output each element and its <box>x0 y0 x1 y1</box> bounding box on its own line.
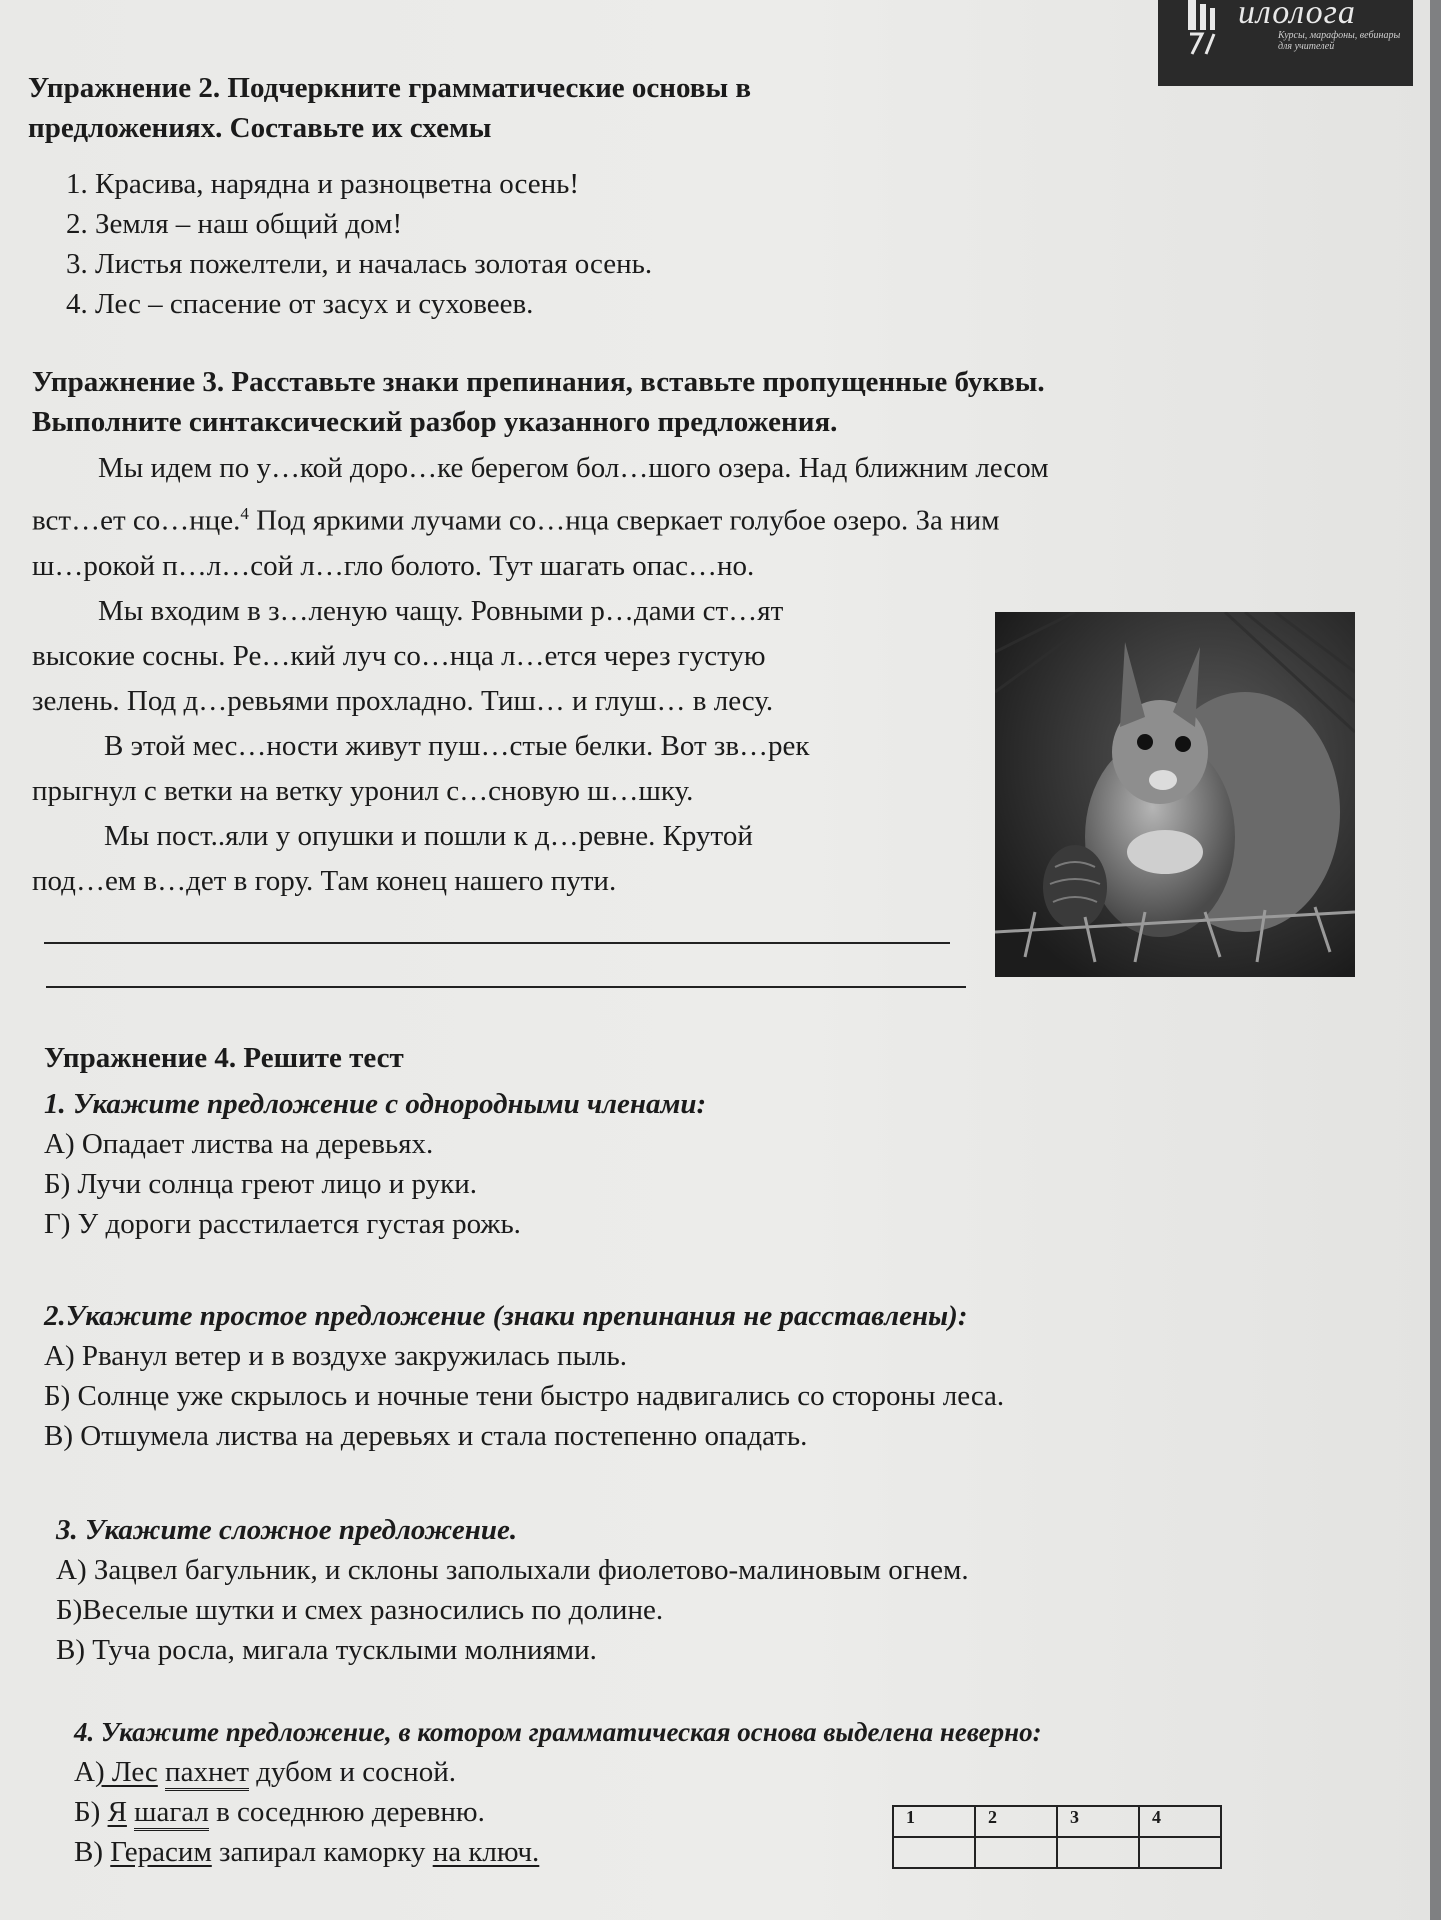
table-header-cell: 4 <box>1139 1806 1221 1837</box>
option-letter: Б) <box>74 1796 108 1828</box>
table-header-cell: 3 <box>1057 1806 1139 1837</box>
exercise-3 <box>32 362 1045 442</box>
space <box>158 1756 165 1788</box>
footnote-marker: 4 <box>240 504 249 523</box>
table-row <box>893 1806 1221 1837</box>
answer-option: Б) Солнце уже скрылось и ночные тени быстро надвигались со стороны леса. <box>44 1380 1005 1412</box>
squirrel-photo <box>995 612 1355 977</box>
text-line: В этой мес…ности живут пуш…стые белки. Вот зв…рек <box>104 729 810 762</box>
exercise-2-list <box>66 164 652 324</box>
answer-option: А) Опадает листва на деревьях. <box>44 1128 434 1160</box>
exercise-2-title-line-1: Упражнение 2. Подчеркните грамматические основы в <box>28 72 752 104</box>
predicate: пахнет <box>165 1756 249 1791</box>
text-line <box>32 491 1049 544</box>
list-item: 2. Земля – наш общий дом! <box>66 208 403 240</box>
answer-option: Г) У дороги расстилается густая рожь. <box>44 1208 521 1240</box>
exercise-3-title-line-1: Упражнение 3. Расставьте знаки препинания, вставьте пропущенные буквы. <box>32 366 1045 398</box>
option-rest: дубом и сосной. <box>249 1756 456 1788</box>
option-letter: А <box>74 1756 95 1788</box>
exercise-2-title-line-2: предложениях. Составьте их схемы <box>28 112 492 144</box>
logo-tagline: Курсы, марафоны, вебинары для учителей <box>1278 30 1401 52</box>
text-line: Мы пост..яли у опушки и пошли к д…ревне. Крутой <box>104 819 753 852</box>
text-fragment: вст…ет со…нце. <box>32 504 241 537</box>
table-row <box>893 1837 1221 1868</box>
exercise-3-text <box>32 446 1049 904</box>
option-rest: в соседнюю деревню. <box>208 1796 485 1828</box>
answer-line <box>44 942 950 944</box>
text-line: зелень. Под д…ревьями прохладно. Тиш… и глуш… в лесу. <box>32 684 774 717</box>
question-2 <box>44 1296 1004 1456</box>
text-line: под…ем в…дет в гору. Там конец нашего пути. <box>32 864 617 897</box>
predicate: шагал <box>134 1796 209 1831</box>
text-fragment: Под яркими лучами со…нца сверкает голубое озеро. За ним <box>248 504 1000 537</box>
list-item: 3. Листья пожелтели, и началась золотая осень. <box>66 248 653 280</box>
subject: Герасим <box>110 1836 212 1868</box>
subject: ) Лес <box>94 1756 158 1788</box>
answer-option <box>74 1752 1042 1792</box>
exercise-4-title: Упражнение 4. Решите тест <box>44 1042 404 1074</box>
text-line: высокие сосны. Ре…кий луч со…нца л…ется через густую <box>32 639 766 672</box>
question-text: 1. Укажите предложение с однородными членами: <box>44 1088 707 1120</box>
list-item: 1. Красива, нарядна и разноцветна осень! <box>66 168 579 200</box>
subject: Я <box>107 1796 127 1828</box>
answer-line <box>46 986 966 988</box>
text-line: ш…рокой п…л…сой л…гло болото. Тут шагать опас…но. <box>32 549 755 582</box>
answer-option: А) Зацвел багульник, и склоны заполыхали фиолетово-малиновым огнем. <box>56 1554 969 1586</box>
answer-option: В) Туча росла, мигала тусклыми молниями. <box>56 1634 597 1666</box>
table-header-cell: 2 <box>975 1806 1057 1837</box>
exercise-2 <box>28 68 751 148</box>
question-text: 4. Укажите предложение, в котором грамматическая основа выделена неверно: <box>74 1717 1042 1747</box>
answer-option: Б)Веселые шутки и смех разносились по долине. <box>56 1594 664 1626</box>
answer-cell[interactable] <box>1057 1837 1139 1868</box>
text-line: Мы идем по у…кой доро…ке берегом бол…шого озера. Над ближним лесом <box>98 452 1049 484</box>
page-edge <box>1430 0 1441 1920</box>
exercise-3-title-line-2: Выполните синтаксический разбор указанного предложения. <box>32 406 838 438</box>
option-middle: запирал каморку <box>211 1836 433 1868</box>
list-item: 4. Лес – спасение от засух и суховеев. <box>66 288 534 320</box>
answer-cell[interactable] <box>975 1837 1057 1868</box>
answer-cell[interactable] <box>1139 1837 1221 1868</box>
exercise-4 <box>44 1038 404 1078</box>
question-text: 2.Укажите простое предложение (знаки препинания не расставлены): <box>44 1300 968 1332</box>
predicate: на ключ. <box>432 1836 540 1868</box>
text-line: Мы входим в з…леную чащу. Ровными р…дами ст…ят <box>98 594 784 627</box>
squirrel-illustration <box>995 612 1355 977</box>
answer-cell[interactable] <box>893 1837 975 1868</box>
answer-option: Б) Лучи солнца греют лицо и руки. <box>44 1168 477 1200</box>
logo-name: илолога <box>1238 0 1356 31</box>
question-text: 3. Укажите сложное предложение. <box>56 1514 518 1546</box>
text-line: прыгнул с ветки на ветку уронил с…сновую ш…шку. <box>32 774 694 807</box>
logo-mark-icon <box>1188 0 1228 58</box>
answer-option: А) Рванул ветер и в воздухе закружилась пыль. <box>44 1340 627 1372</box>
option-letter: В) <box>74 1836 111 1868</box>
table-header-cell: 1 <box>893 1806 975 1837</box>
answer-table <box>892 1805 1222 1869</box>
publisher-logo <box>1158 0 1413 86</box>
answer-option: В) Отшумела листва на деревьях и стала постепенно опадать. <box>44 1420 808 1452</box>
question-3 <box>56 1510 969 1670</box>
question-1 <box>44 1084 706 1244</box>
